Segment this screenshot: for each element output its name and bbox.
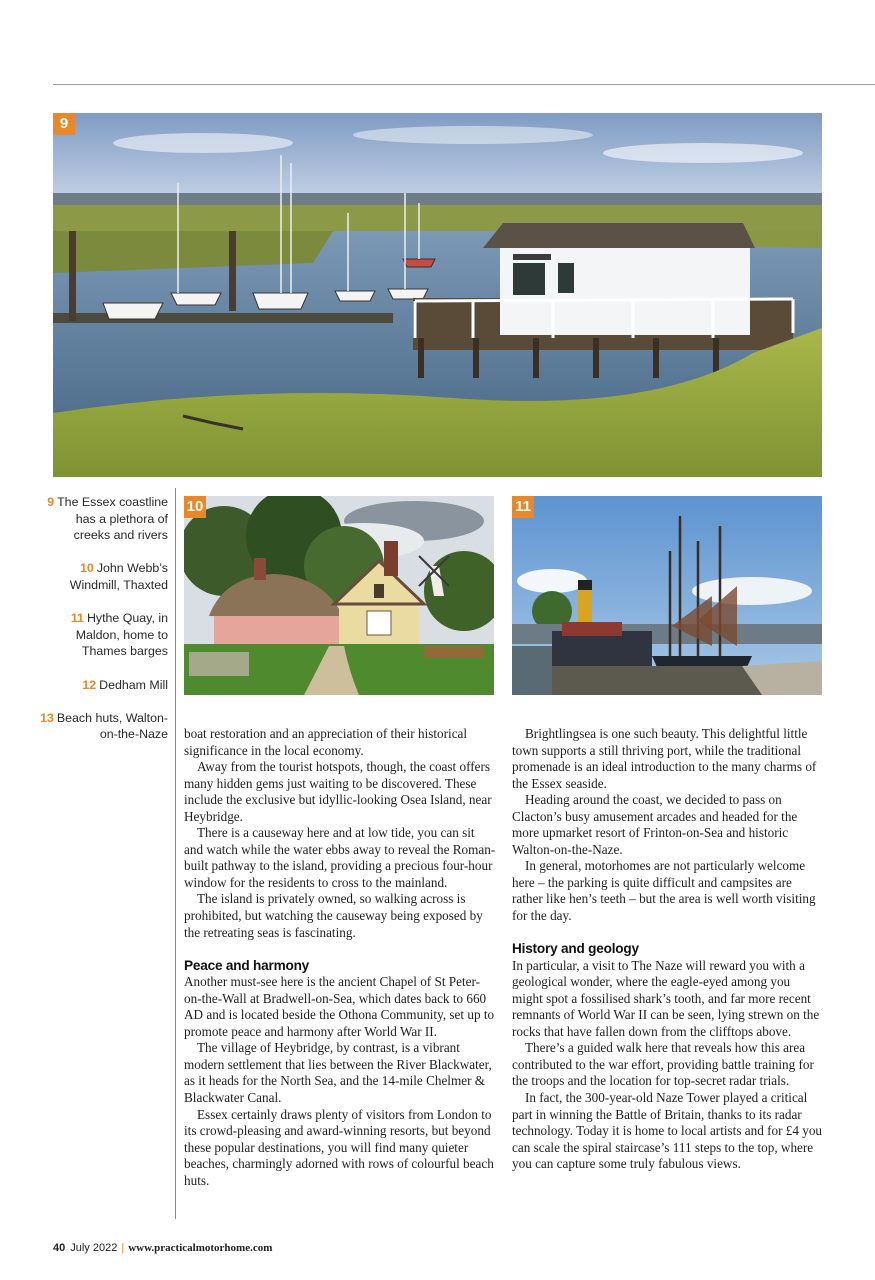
page-footer [53, 1242, 272, 1254]
header-rule [53, 84, 875, 85]
paragraph: There is a causeway here and at low tide, you can sit and watch while the water ebbs away to reveal the Roman-built pathway to the island, providing a precious four-hour window for the residents to cross to the mainland. [184, 825, 496, 890]
caption-text: Dedham Mill [99, 677, 168, 692]
windmill-image [184, 496, 494, 695]
photo-captions [40, 494, 168, 760]
caption-11 [40, 610, 168, 660]
caption-number: 13 [40, 710, 54, 725]
paragraph: boat restoration and an appreciation of their historical significance in the local economy. [184, 726, 468, 758]
photo-hythe-quay [512, 496, 822, 695]
caption-9 [40, 494, 168, 544]
footer-separator: | [121, 1242, 125, 1254]
paragraph: Essex certainly draws plenty of visitors from London to its crowd-pleasing and award-winning resorts, but beyond these popular destinations, you will find many quieter beaches, charmingly adorned with rows of colourful beach huts. [184, 1106, 494, 1188]
section-heading: History and geology [512, 941, 639, 957]
caption-10 [40, 560, 168, 593]
caption-12 [40, 677, 168, 694]
photo-windmill-thaxted [184, 496, 494, 695]
paragraph: The island is privately owned, so walking across is prohibited, but watching the causeway being exposed by the retreating seas is fascinating. [184, 891, 483, 940]
article-column-2 [512, 726, 824, 1173]
caption-13 [40, 710, 168, 743]
article-column-1 [184, 726, 496, 1189]
website-link[interactable]: www.practicalmotorhome.com [128, 1242, 273, 1254]
paragraph: Heading around the coast, we decided to pass on Clacton’s busy amusement arcades and headed for the more upmarket resort of Frinton-on-Sea and historic Walton-on-the-Naze. [512, 792, 798, 857]
paragraph: Another must-see here is the ancient Chapel of St Peter-on-the-Wall at Bradwell-on-Sea, which dates back to 660 AD and is located beside the Othona Community, set up to promote peace and harmony after World War II. [184, 974, 495, 1039]
photo-number-badge: 10 [184, 496, 206, 518]
paragraph: Away from the tourist hotspots, though, the coast offers many hidden gems just waiting to be discovered. These include the exclusive but idyllic-looking Osea Island, near Heybridge. [184, 759, 492, 824]
paragraph: In fact, the 300-year-old Naze Tower played a critical part in winning the Battle of Britain, thanks to its radar technology. Today it is home to local artists and for £4 you can scale the spiral staircase’s 111 steps to the top, where you can capture some truly fabulous views. [512, 1090, 823, 1172]
photo-number-badge: 9 [53, 113, 75, 135]
paragraph: In general, motorhomes are not particularly welcome here – the parking is quite difficult and campsites are rather like hen’s teeth – but the area is well worth visiting for the day. [512, 858, 816, 924]
caption-text: John Webb’s Windmill, Thaxted [69, 561, 168, 592]
caption-number: 12 [82, 677, 97, 692]
paragraph: There’s a guided walk here that reveals how this area contributed to the war effort, providing battle training for the troops and the location for top-secret radar trials. [512, 1040, 814, 1089]
caption-divider [175, 488, 176, 1219]
coastline-image [53, 113, 822, 477]
caption-number: 9 [47, 495, 55, 509]
photo-number-badge: 11 [512, 496, 534, 518]
caption-text: The Essex coastline has a plethora of creeks and rivers [57, 495, 168, 543]
caption-text: Beach huts, Walton-on-the-Naze [56, 710, 168, 742]
hythe-quay-image [512, 496, 822, 695]
caption-text: Hythe Quay, in Maldon, home to Thames barges [75, 611, 168, 659]
paragraph: The village of Heybridge, by contrast, is a vibrant modern settlement that lies between the River Blackwater, as it heads for the North Sea, and the 14-mile Chelmer & Blackwater Canal. [184, 1040, 492, 1106]
page-number: 40 [53, 1242, 66, 1254]
issue-date: July 2022 [70, 1242, 118, 1254]
paragraph: In particular, a visit to The Naze will reward you with a geological wonder, where the eagle-eyed among you might spot a fossilised shark’s tooth, and far more recent remnants of World War II can be seen, lying strewn on the rocks that have fallen down from the clifftops above. [512, 957, 820, 1039]
caption-number: 11 [70, 611, 84, 626]
caption-number: 10 [80, 561, 94, 576]
paragraph: Brightlingsea is one such beauty. This delightful little town supports a still thriving port, while the traditional promenade is an ideal introduction to the many charms of the Essex seaside. [512, 726, 817, 791]
photo-essex-coastline [53, 113, 822, 477]
section-heading: Peace and harmony [184, 957, 310, 973]
